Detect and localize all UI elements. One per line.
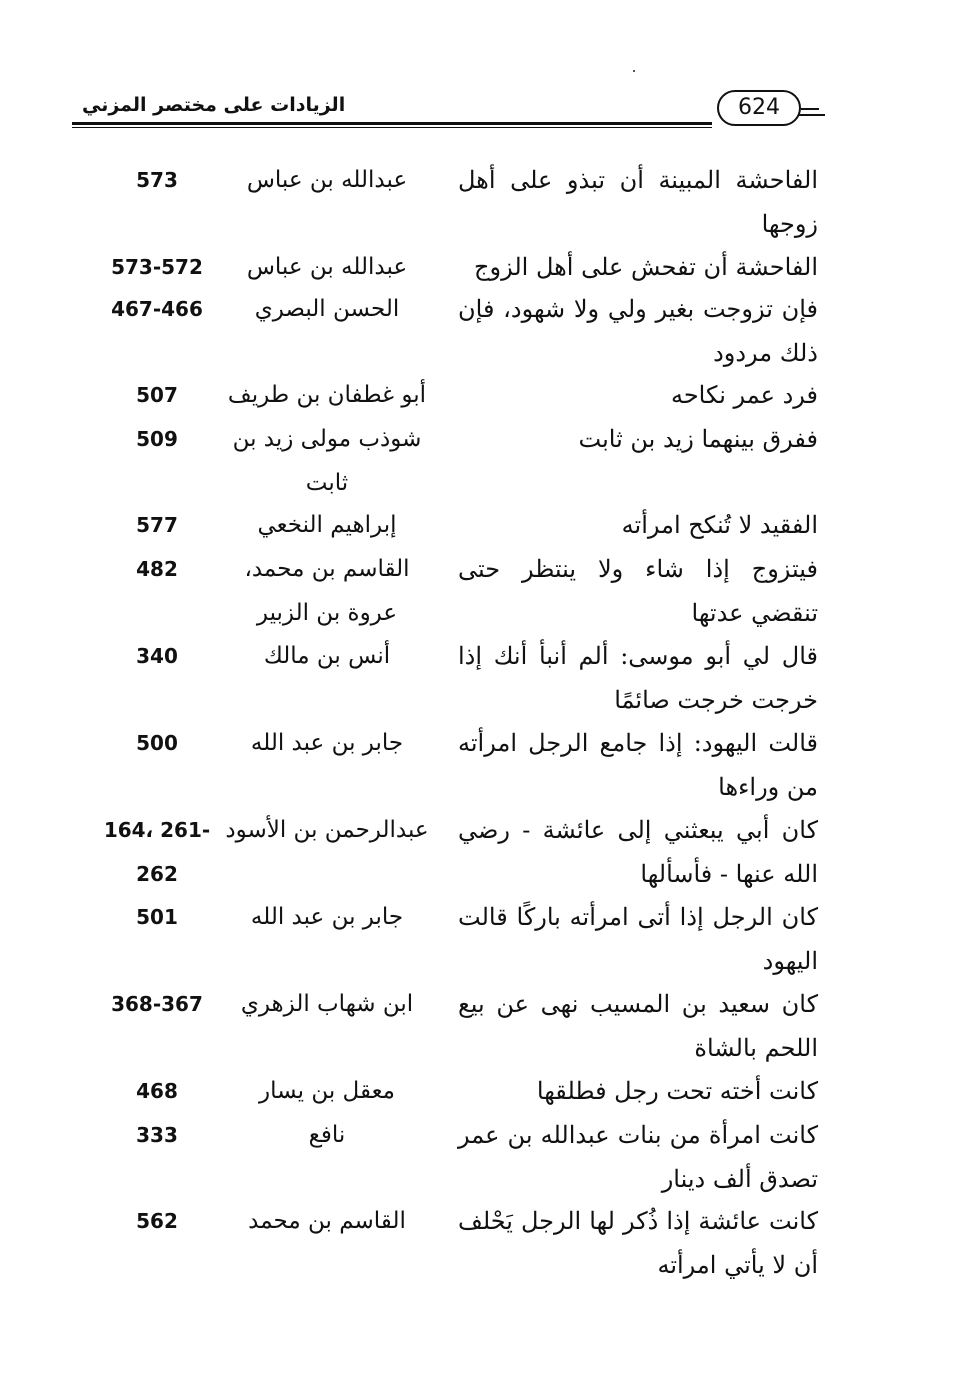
entry-text: كان الرجل إذا أتى امرأته باركًا قالت اليهود <box>458 903 818 975</box>
entry-text: كانت عائشة إذا ذُكر لها الرجل يَحْلف أن لا يأتي امرأته <box>458 1207 818 1279</box>
entry-text: ففرق بينهما زيد بن ثابت <box>578 425 818 453</box>
entry-text: كانت أخته تحت رجل فطلقها <box>536 1077 818 1105</box>
header-rule-right <box>801 108 819 110</box>
entry-narrator: إبراهيم النخعي <box>257 512 397 538</box>
entry-text: كان سعيد بن المسيب نهى عن بيع اللحم بالشاة <box>458 990 818 1062</box>
entry-text: قالت اليهود: إذا جامع الرجل امرأته من وراءها <box>458 729 818 801</box>
entry-narrator: الحسن البصري <box>254 296 400 322</box>
entry-narrator: نافع <box>308 1122 346 1148</box>
entry-pages: 340 <box>136 644 178 668</box>
entry-pages: 467-466 <box>111 297 203 321</box>
entry-pages: 573-572 <box>111 255 203 279</box>
entry-pages: 164، 261-262 <box>103 818 211 886</box>
header-rule-right-lower <box>799 114 825 116</box>
entry-narrator: القاسم بن محمد <box>248 1208 406 1234</box>
entry-text: كانت امرأة من بنات عبدالله بن عمر تصدق ألف دينار <box>458 1121 818 1193</box>
entry-pages: 573 <box>136 168 178 192</box>
entry-narrator: أبو غطفان بن طريف <box>227 382 427 408</box>
entry-narrator: ابن شهاب الزهري <box>240 991 414 1017</box>
entry-narrator: عبدالرحمن بن الأسود <box>225 817 429 843</box>
entry-narrator: جابر بن عبد الله <box>250 904 404 930</box>
entry-text: فيتزوج إذا شاء ولا ينتظر حتى تنقضي عدتها <box>458 555 818 627</box>
entry-pages: 509 <box>136 427 178 451</box>
entry-pages: 500 <box>136 731 178 755</box>
entry-narrator: أنس بن مالك <box>263 643 391 669</box>
entry-text: الفاحشة المبينة أن تبذو على أهل زوجها <box>458 166 818 238</box>
entry-pages: 562 <box>136 1209 178 1233</box>
entry-text: فإن تزوجت بغير ولي ولا شهود، فإن ذلك مردود <box>458 295 818 367</box>
entry-narrator: عبدالله بن عباس <box>246 254 408 280</box>
entry-narrator: القاسم بن محمد، عروة بن الزبير <box>244 556 410 626</box>
running-title: الزيادات على مختصر المزني <box>82 94 346 116</box>
page-number: 624 <box>717 90 801 126</box>
entry-text: الفاحشة أن تفحش على أهل الزوج <box>474 253 818 281</box>
entry-text: الفقيد لا تُنكح امرأته <box>621 511 818 539</box>
entry-narrator: جابر بن عبد الله <box>250 730 404 756</box>
entry-pages: 468 <box>136 1079 178 1103</box>
entry-pages: 368-367 <box>111 992 203 1016</box>
entry-pages: 333 <box>136 1123 178 1147</box>
entry-text: قال لي أبو موسى: ألم أنبأ أنك إذا خرجت خرجت صائمًا <box>458 642 819 714</box>
page-header <box>72 84 832 130</box>
entry-text: كان أبي يبعثني إلى عائشة - رضي الله عنها - فأسألها <box>458 816 818 888</box>
entry-pages: 482 <box>136 557 178 581</box>
entry-text: فرد عمر نكاحه <box>670 381 818 409</box>
entry-narrator: معقل بن يسار <box>258 1078 396 1104</box>
entry-narrator: شوذب مولى زيد بن ثابت <box>232 426 422 496</box>
header-rule <box>72 122 712 125</box>
entry-pages: 577 <box>136 513 178 537</box>
entry-narrator: عبدالله بن عباس <box>246 167 408 193</box>
header-rule-thin <box>72 127 712 128</box>
entry-pages: 501 <box>136 905 178 929</box>
scan-speck <box>633 70 635 72</box>
entry-pages: 507 <box>136 383 178 407</box>
